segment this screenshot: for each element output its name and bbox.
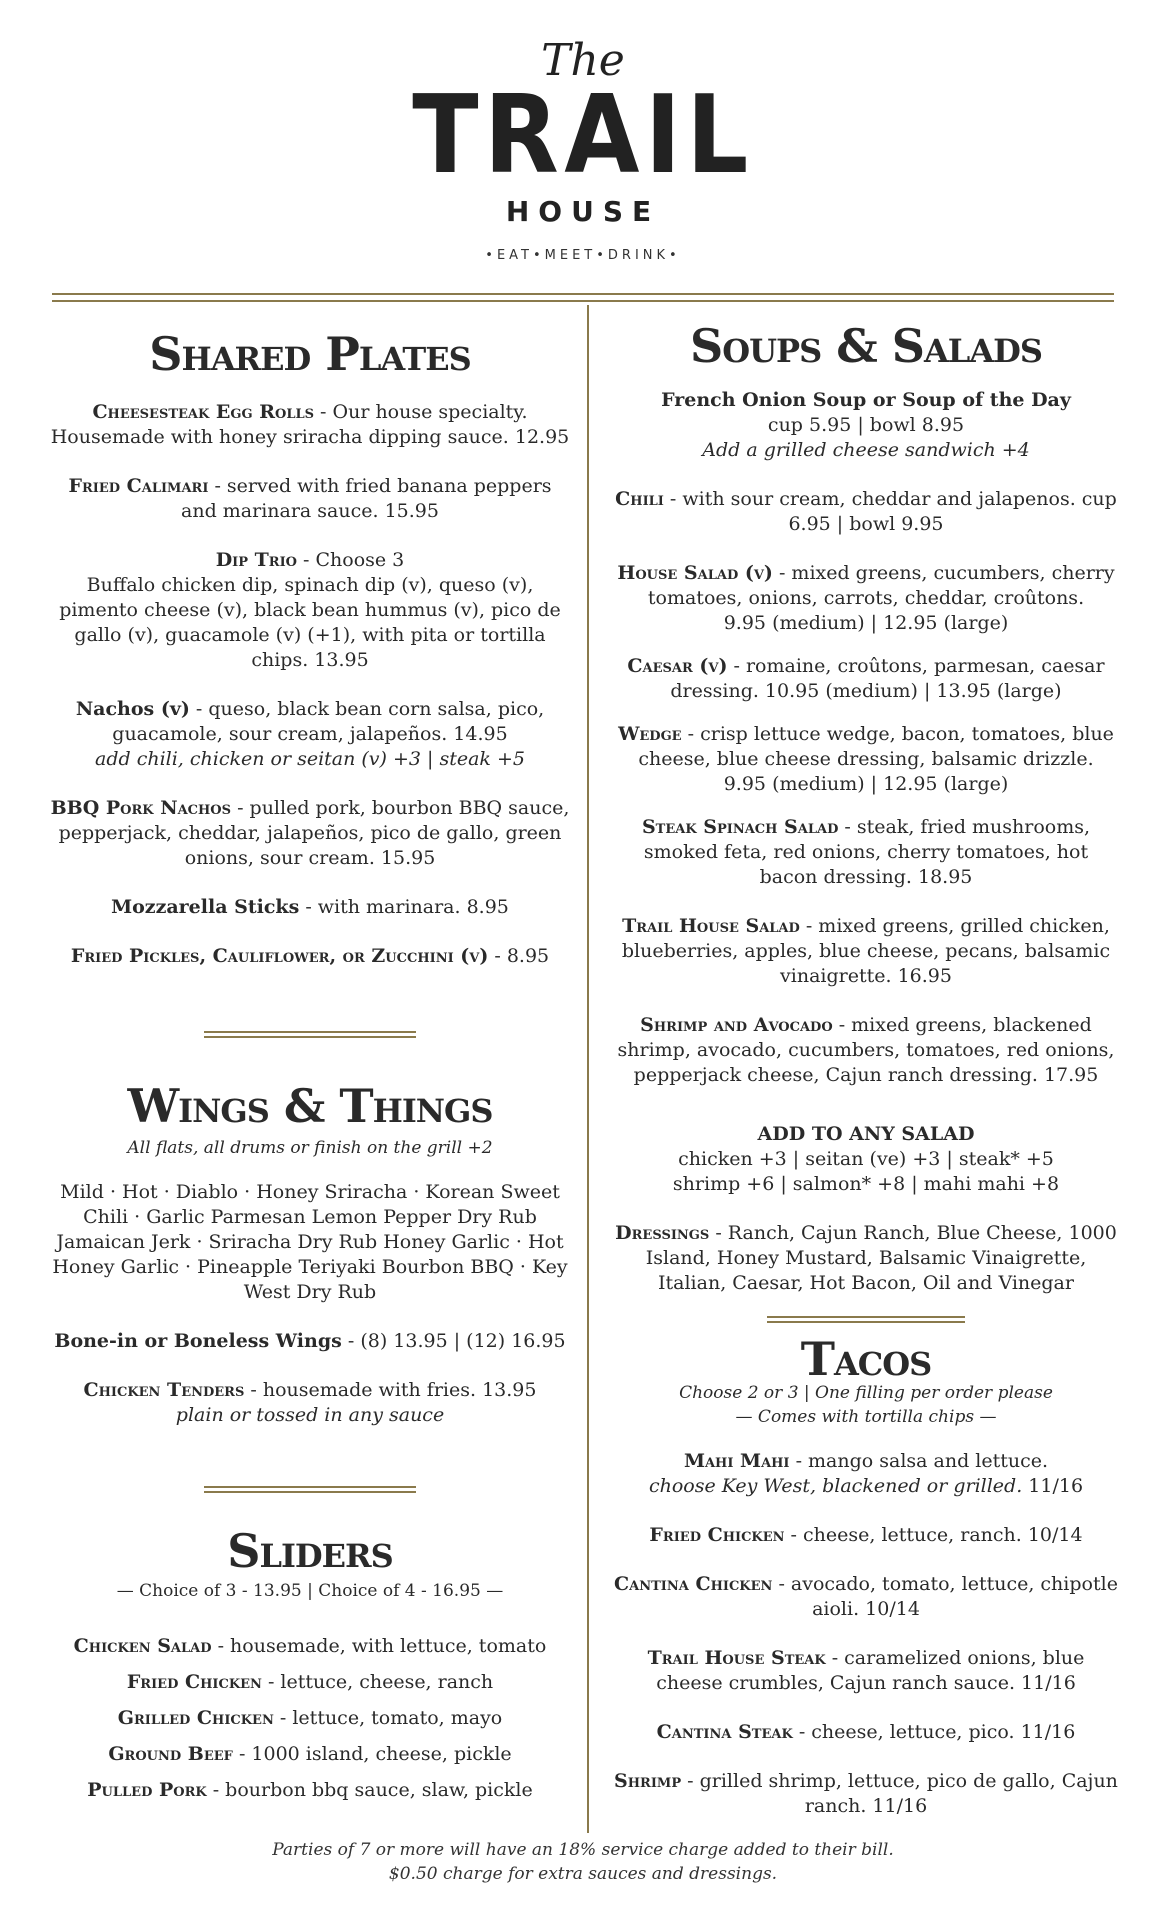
item-name: Shrimp bbox=[614, 1770, 682, 1792]
logo bbox=[0, 36, 1166, 263]
sliders-subtitle: — Choice of 3 - 13.95 | Choice of 4 - 16.95 — bbox=[116, 1581, 504, 1601]
item-desc: - avocado, tomato, lettuce, chipotle aioli. 10/14 bbox=[772, 1573, 1118, 1620]
item-name: Nachos (v) bbox=[75, 698, 190, 720]
logo-trail: TRAIL bbox=[412, 73, 754, 198]
item-desc: - grilled shrimp, lettuce, pico de gallo, Cajun ranch. 11/16 bbox=[681, 1770, 1118, 1817]
item-name: Pulled Pork bbox=[87, 1779, 207, 1801]
menu-item bbox=[612, 388, 1120, 463]
item-name: Mahi Mahi bbox=[683, 1450, 790, 1472]
menu-item bbox=[612, 1523, 1120, 1548]
item-desc: - housemade, with lettuce, tomato bbox=[211, 1635, 547, 1657]
item-name: BBQ Pork Nachos bbox=[50, 797, 232, 819]
item-note: choose Key West, blackened or grilled. bbox=[648, 1475, 1023, 1497]
menu-item bbox=[48, 796, 572, 871]
section-title-tacos: Tacos bbox=[800, 1332, 932, 1386]
item-price: 11/16 bbox=[1022, 1475, 1084, 1497]
menu-item bbox=[48, 944, 572, 969]
footer bbox=[0, 1838, 1166, 1886]
section-title-sliders: Sliders bbox=[227, 1524, 393, 1578]
item-price: 9.95 (medium) | 12.95 (large) bbox=[723, 612, 1009, 634]
item-desc: - housemade with fries. 13.95 bbox=[244, 1379, 537, 1401]
add-to-salad-line: chicken +3 | seitan (ve) +3 | steak* +5 bbox=[678, 1148, 1054, 1170]
menu-item bbox=[612, 1013, 1120, 1088]
item-desc: - (8) 13.95 | (12) 16.95 bbox=[341, 1330, 566, 1352]
item-desc: - romaine, croûtons, parmesan, caesar dressing. 10.95 (medium) | 13.95 (large) bbox=[670, 655, 1105, 702]
footer-sauce-charge: $0.50 charge for extra sauces and dressings. bbox=[388, 1864, 778, 1884]
menu-item bbox=[48, 895, 572, 920]
item-name: Dressings bbox=[615, 1222, 710, 1244]
item-name: Trail House Salad bbox=[622, 915, 800, 937]
header-divider bbox=[52, 293, 1114, 302]
add-to-salad bbox=[612, 1122, 1120, 1197]
menu-item bbox=[612, 1720, 1120, 1745]
wing-flavors: Mild · Hot · Diablo · Honey Sriracha · Korean Sweet Chili · Garlic Parmesan Lemon Pepper Dry Rub Jamaican Jerk · Sriracha Dry Rub Honey Garlic · Hot Honey Garlic · Pineapple Teriyaki Bourbon BBQ · Key West Dry Rub bbox=[52, 1181, 568, 1303]
menu-item bbox=[48, 1778, 572, 1803]
menu-item bbox=[48, 400, 572, 450]
menu-item bbox=[612, 1572, 1120, 1622]
item-desc: - cheese, lettuce, pico. 11/16 bbox=[792, 1721, 1076, 1743]
item-desc: - Ranch, Cajun Ranch, Blue Cheese, 1000 Island, Honey Mustard, Balsamic Vinaigrette, Italian, Caesar, Hot Bacon, Oil and Vinegar bbox=[645, 1222, 1117, 1294]
item-name: Fried Chicken bbox=[649, 1524, 785, 1546]
column-divider bbox=[587, 305, 589, 1833]
item-name: Mozzarella Sticks bbox=[111, 896, 300, 918]
menu-item bbox=[48, 1634, 572, 1659]
item-name: Steak Spinach Salad bbox=[641, 816, 839, 838]
menu-item bbox=[612, 815, 1120, 890]
menu-item bbox=[48, 1742, 572, 1767]
item-price: cup 5.95 | bowl 8.95 bbox=[767, 414, 965, 436]
item-desc: - bourbon bbq sauce, slaw, pickle bbox=[206, 1779, 533, 1801]
item-name: Chicken Salad bbox=[73, 1635, 212, 1657]
menu-item bbox=[48, 474, 572, 524]
item-name: Grilled Chicken bbox=[117, 1707, 274, 1729]
add-to-salad-title: ADD TO ANY SALAD bbox=[757, 1123, 975, 1145]
dressings bbox=[612, 1221, 1120, 1296]
item-desc: Buffalo chicken dip, spinach dip (v), queso (v), pimento cheese (v), black bean hummus (v), pico de gallo (v), guacamole (v) (+1), with pita or tortilla chips. 13.95 bbox=[59, 574, 561, 671]
menu-item bbox=[612, 1769, 1120, 1819]
tacos-subtitle: — Comes with tortilla chips — bbox=[735, 1407, 997, 1427]
item-name: Dip Trio bbox=[215, 549, 297, 571]
menu-item bbox=[48, 548, 572, 673]
menu-item bbox=[612, 1646, 1120, 1696]
logo-the: The bbox=[541, 35, 625, 86]
logo-house: HOUSE bbox=[505, 195, 661, 228]
menu-item bbox=[48, 1329, 572, 1354]
menu-item bbox=[48, 1706, 572, 1731]
item-name: Cantina Steak bbox=[656, 1721, 793, 1743]
item-name: Trail House Steak bbox=[647, 1647, 826, 1669]
item-note: add chili, chicken or seitan (v) +3 | steak +5 bbox=[95, 748, 525, 770]
item-name: House Salad (v) bbox=[617, 562, 773, 584]
item-desc: - caramelized onions, blue cheese crumbles, Cajun ranch sauce. 11/16 bbox=[656, 1647, 1085, 1694]
item-name: Cheesesteak Egg Rolls bbox=[92, 401, 315, 423]
item-desc: - Choose 3 bbox=[297, 549, 405, 571]
item-desc: - mixed greens, grilled chicken, blueberries, apples, blue cheese, pecans, balsamic vinaigrette. 16.95 bbox=[621, 915, 1111, 987]
item-desc: - steak, fried mushrooms, smoked feta, red onions, cherry tomatoes, hot bacon dressing. 18.95 bbox=[643, 816, 1091, 888]
section-title-wings: Wings & Things bbox=[127, 1079, 493, 1133]
item-desc: - lettuce, cheese, ranch bbox=[261, 1671, 494, 1693]
menu-item bbox=[48, 697, 572, 772]
item-name: Shrimp and Avocado bbox=[640, 1014, 833, 1036]
item-desc: - lettuce, tomato, mayo bbox=[273, 1707, 503, 1729]
item-name: Wedge bbox=[618, 723, 682, 745]
item-desc: - pulled pork, bourbon BBQ sauce, pepperjack, cheddar, jalapeños, pico de gallo, green onions, sour cream. 15.95 bbox=[58, 797, 570, 869]
item-desc: - mixed greens, blackened shrimp, avocado, cucumbers, tomatoes, red onions, pepperjack cheese, Cajun ranch dressing. 17.95 bbox=[617, 1014, 1115, 1086]
item-desc: - mango salsa and lettuce. bbox=[789, 1450, 1049, 1472]
item-name: Caesar (v) bbox=[627, 655, 728, 677]
item-note: Add a grilled cheese sandwich +4 bbox=[702, 439, 1030, 461]
item-name: Chicken Tenders bbox=[83, 1379, 245, 1401]
item-name: Bone-in or Boneless Wings bbox=[54, 1330, 342, 1352]
tacos-subtitle: Choose 2 or 3 | One filling per order please bbox=[679, 1383, 1053, 1403]
section-divider bbox=[204, 1486, 416, 1493]
item-desc: - 1000 island, cheese, pickle bbox=[232, 1743, 512, 1765]
menu-item bbox=[48, 1670, 572, 1695]
menu-item bbox=[48, 1378, 572, 1428]
item-desc: - 8.95 bbox=[488, 945, 550, 967]
item-name: Cantina Chicken bbox=[614, 1573, 773, 1595]
item-note: plain or tossed in any sauce bbox=[175, 1404, 445, 1426]
item-name: Fried Calimari bbox=[68, 475, 209, 497]
section-divider bbox=[767, 1316, 965, 1323]
menu-item bbox=[612, 561, 1120, 636]
item-price: 9.95 (medium) | 12.95 (large) bbox=[723, 773, 1009, 795]
wings-subtitle: All flats, all drums or finish on the grill +2 bbox=[127, 1138, 493, 1158]
item-name: Chili bbox=[615, 488, 664, 510]
section-title-shared-plates: Shared Plates bbox=[149, 327, 471, 381]
item-name: Ground Beef bbox=[108, 1743, 233, 1765]
item-desc: - served with fried banana peppers and marinara sauce. 15.95 bbox=[181, 475, 552, 522]
section-title-soups-salads: Soups & Salads bbox=[690, 319, 1042, 373]
item-desc: - queso, black bean corn salsa, pico, guacamole, sour cream, jalapeños. 14.95 bbox=[112, 698, 545, 745]
item-desc: - with sour cream, cheddar and jalapenos. cup 6.95 | bowl 9.95 bbox=[663, 488, 1117, 535]
item-desc: - crisp lettuce wedge, bacon, tomatoes, blue cheese, blue cheese dressing, balsamic drizzle. bbox=[638, 723, 1114, 770]
add-to-salad-line: shrimp +6 | salmon* +8 | mahi mahi +8 bbox=[672, 1173, 1060, 1195]
item-desc: - cheese, lettuce, ranch. 10/14 bbox=[784, 1524, 1083, 1546]
menu-item bbox=[612, 914, 1120, 989]
item-desc: - Our house specialty. Housemade with honey sriracha dipping sauce. 12.95 bbox=[50, 401, 570, 448]
right-column bbox=[612, 318, 1120, 1819]
item-name: Fried Chicken bbox=[126, 1671, 262, 1693]
left-column bbox=[48, 326, 572, 1803]
logo-tagline: •EAT•MEET•DRINK• bbox=[485, 248, 681, 263]
item-name: Fried Pickles, Cauliflower, or Zucchini (v) bbox=[70, 945, 489, 967]
footer-service-charge: Parties of 7 or more will have an 18% service charge added to their bill. bbox=[272, 1840, 894, 1860]
menu-item bbox=[612, 722, 1120, 797]
section-divider bbox=[204, 1031, 416, 1038]
item-desc: - mixed greens, cucumbers, cherry tomatoes, onions, carrots, cheddar, croûtons. bbox=[647, 562, 1115, 609]
menu-item bbox=[612, 654, 1120, 704]
menu-item bbox=[612, 1449, 1120, 1499]
item-name: French Onion Soup or Soup of the Day bbox=[661, 389, 1071, 411]
menu-item bbox=[612, 487, 1120, 537]
item-desc: - with marinara. 8.95 bbox=[299, 896, 509, 918]
